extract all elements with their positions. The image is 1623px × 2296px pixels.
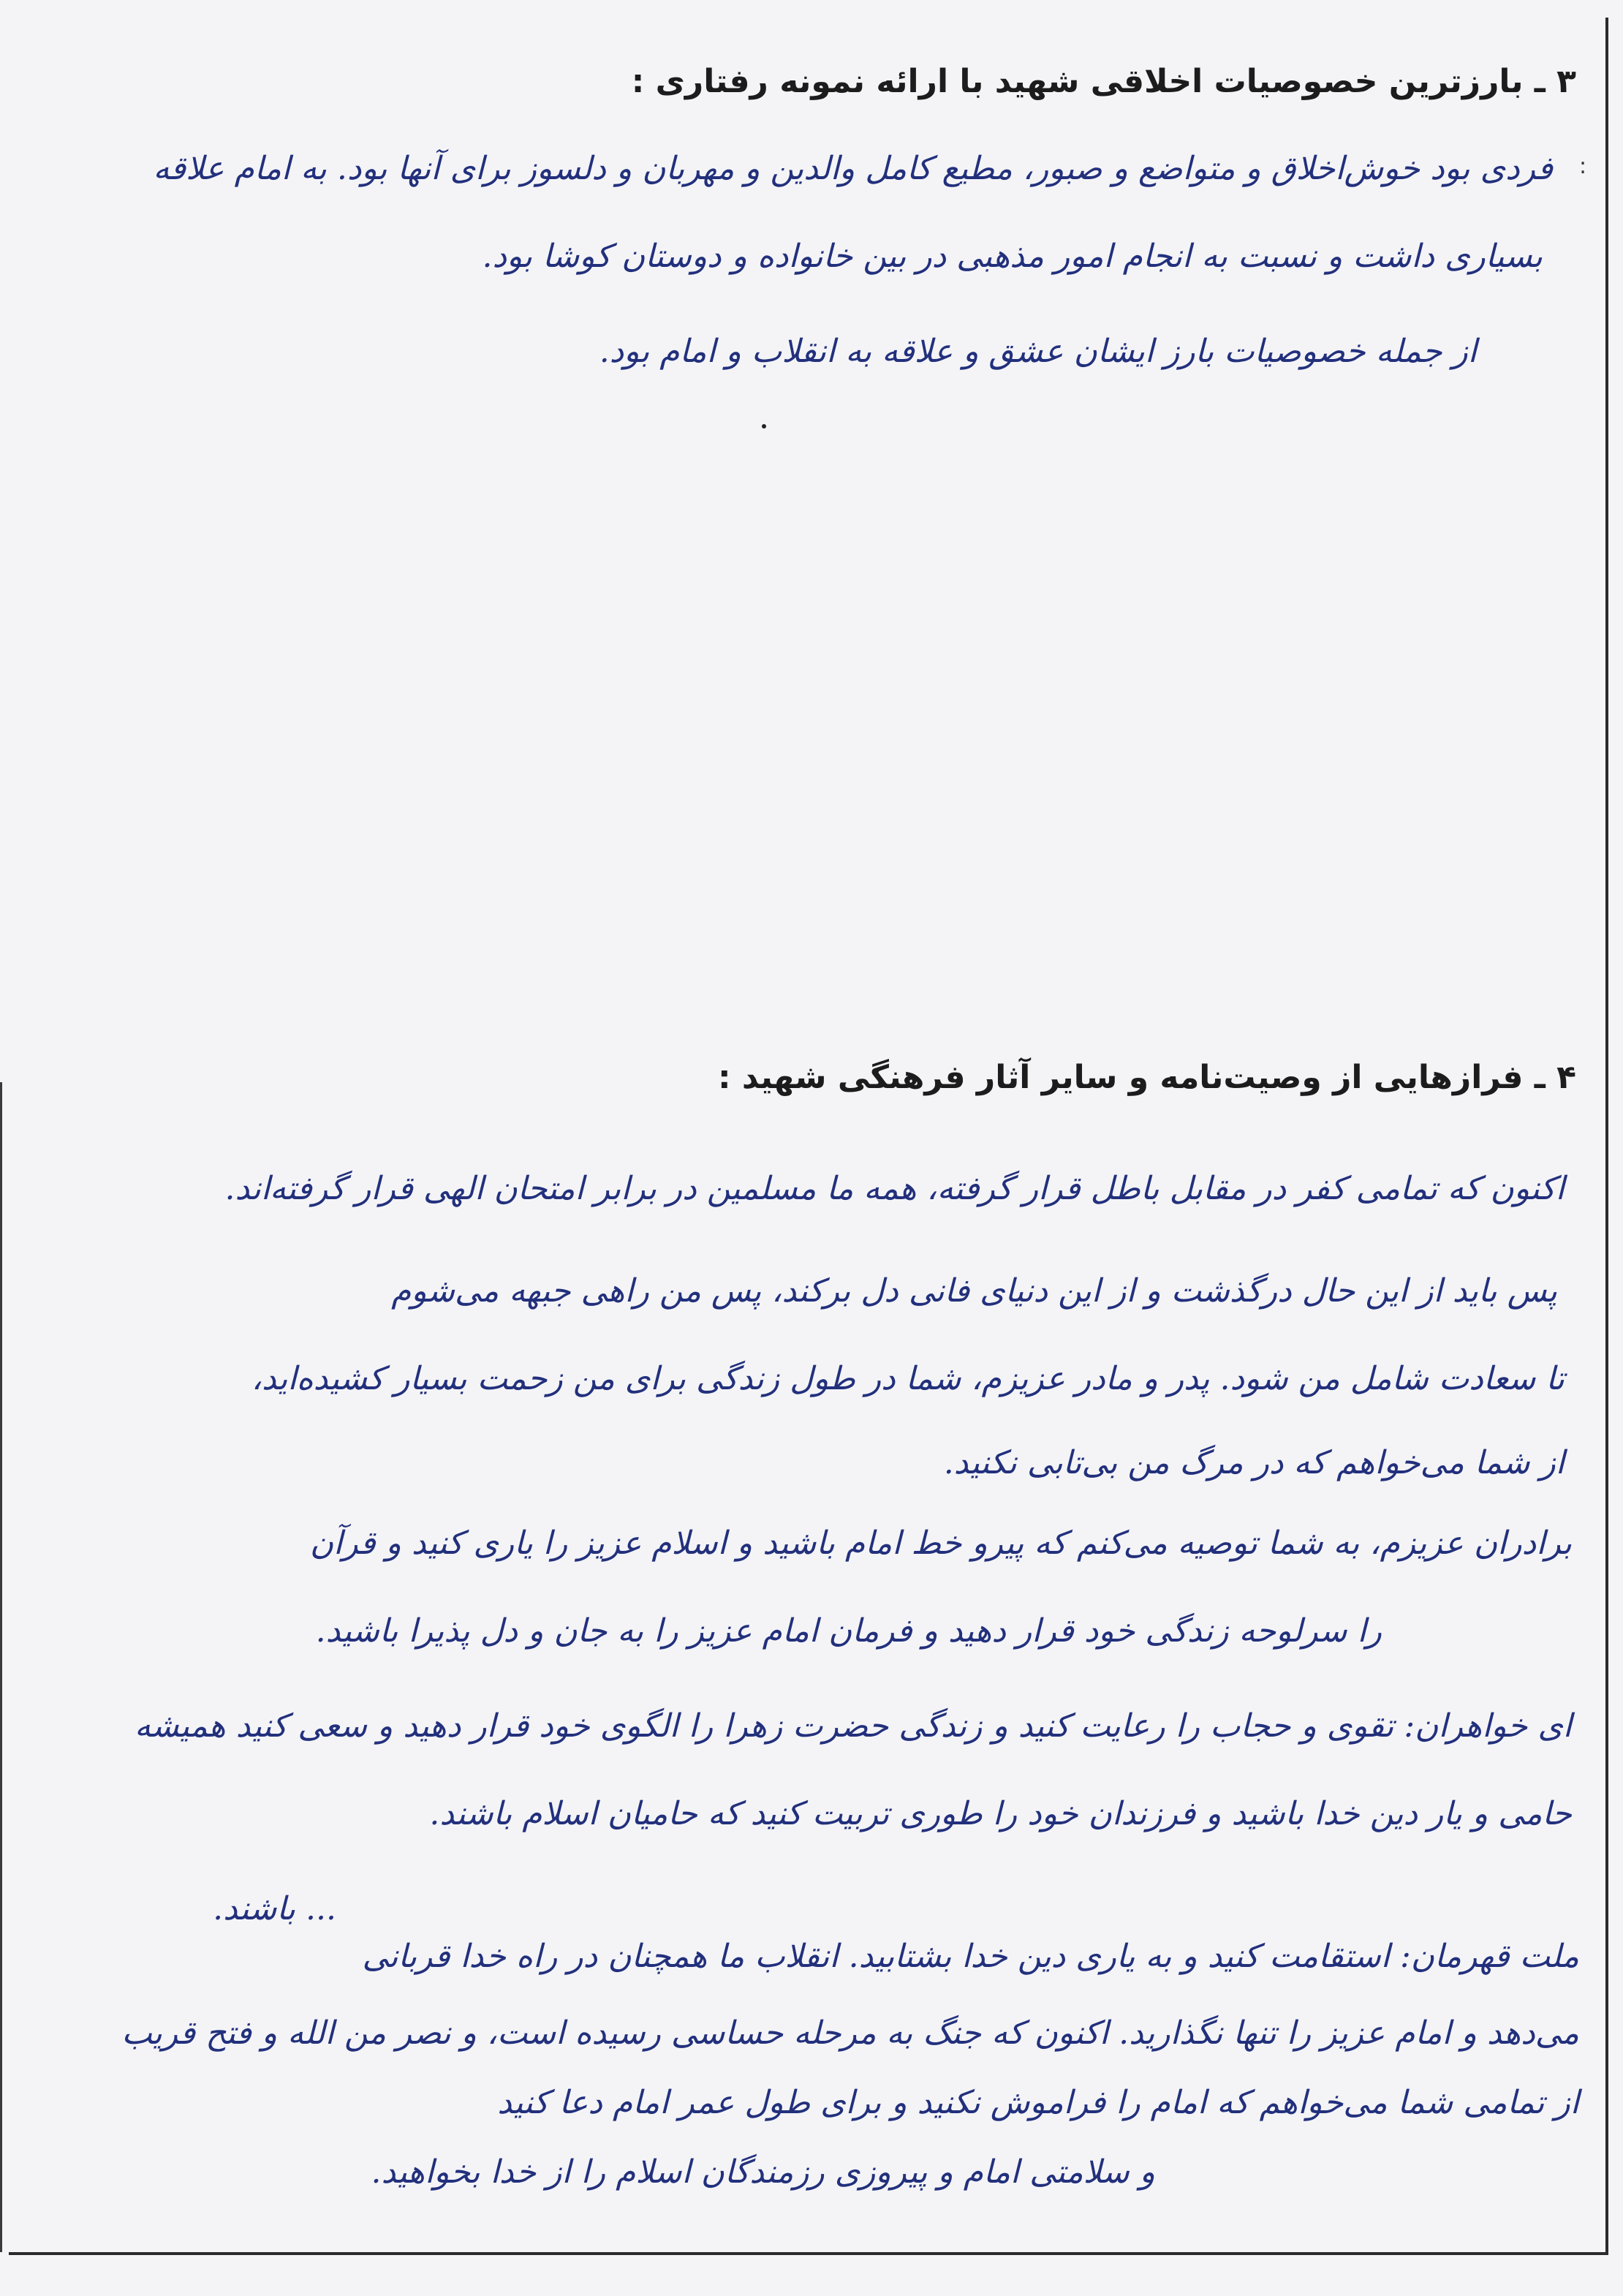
section-4-line-1: اکنون که تمامی کفر در مقابل باطل قرار گرفته، همه ما مسلمین در برابر امتحان الهی قرار گرفته‌اند. [224,1170,1565,1207]
page-border-right [1605,18,1608,2255]
section-4-line-2: پس باید از این حال درگذشت و از این دنیای فانی دل برکند، پس من راهی جبهه می‌شوم [391,1272,1557,1310]
section-4-line-5: برادران عزیزم، به شما توصیه می‌کنم که پیرو خط امام باشید و اسلام عزیز را یاری کنید و قرآن [309,1525,1572,1562]
margin-mark: : [1579,154,1587,179]
section-4-line-3: تا سعادت شامل من شود. پدر و مادر عزیزم، شما در طول زندگی برای من زحمت بسیار کشیده‌اید، [251,1360,1565,1397]
section-4-line-10: ملت قهرمان: استقامت کنید و به یاری دین خدا بشتابید. انقلاب ما همچنان در راه خدا قربانی [362,1938,1579,1975]
section-3-line-3: از جمله خصوصیات بارز ایشان عشق و علاقه به انقلاب و امام بود. [599,333,1477,370]
section-4-line-13: و سلامتی امام و پیروزی رزمندگان اسلام را از خدا بخواهید. [371,2153,1155,2191]
section-4-heading: ۴ ـ فرازهایی از وصیت‌نامه و سایر آثار فرهنگی شهید : [717,1059,1576,1096]
section-4-line-4: از شما می‌خواهم که در مرگ من بی‌تابی نکنید. [943,1444,1565,1481]
section-4-line-8: حامی و یار دین خدا باشید و فرزندان خود را طوری تربیت کنید که حامیان اسلام باشند. [429,1795,1572,1832]
page-border-left [0,1082,2,2252]
section-3-line-2: بسیاری داشت و نسبت به انجام امور مذهبی در بین خانواده و دوستان کوشا بود. [482,238,1543,275]
section-3-line-1: فردی بود خوش‌اخلاق و متواضع و صبور، مطیع کامل والدین و مهربان و دلسوز برای آنها بود. به امام علاقه [153,150,1553,187]
section-4-line-9: ... باشند. [213,1890,336,1927]
section-4-line-7: ای خواهران: تقوی و حجاب را رعایت کنید و زندگی حضرت زهرا را الگوی خود قرار دهید و سعی کنید همیشه [134,1707,1572,1745]
section-3-heading: ۳ ـ بارزترین خصوصیات اخلاقی شهید با ارائه نمونه رفتاری : [631,63,1576,100]
section-4-line-12: از تمامی شما می‌خواهم که امام را فراموش نکنید و برای طول عمر امام دعا کنید [497,2084,1579,2121]
section-4-line-6: را سرلوحه زندگی خود قرار دهید و فرمان امام عزیز را به جان و دل پذیرا باشید. [315,1612,1382,1650]
stray-dot [762,424,766,428]
section-4-line-11: می‌دهد و امام عزیز را تنها نگذارید. اکنون که جنگ به مرحله حساسی رسیده است، و نصر من الله و فتح قریب [121,2014,1579,2052]
page-border-bottom [9,2252,1608,2255]
